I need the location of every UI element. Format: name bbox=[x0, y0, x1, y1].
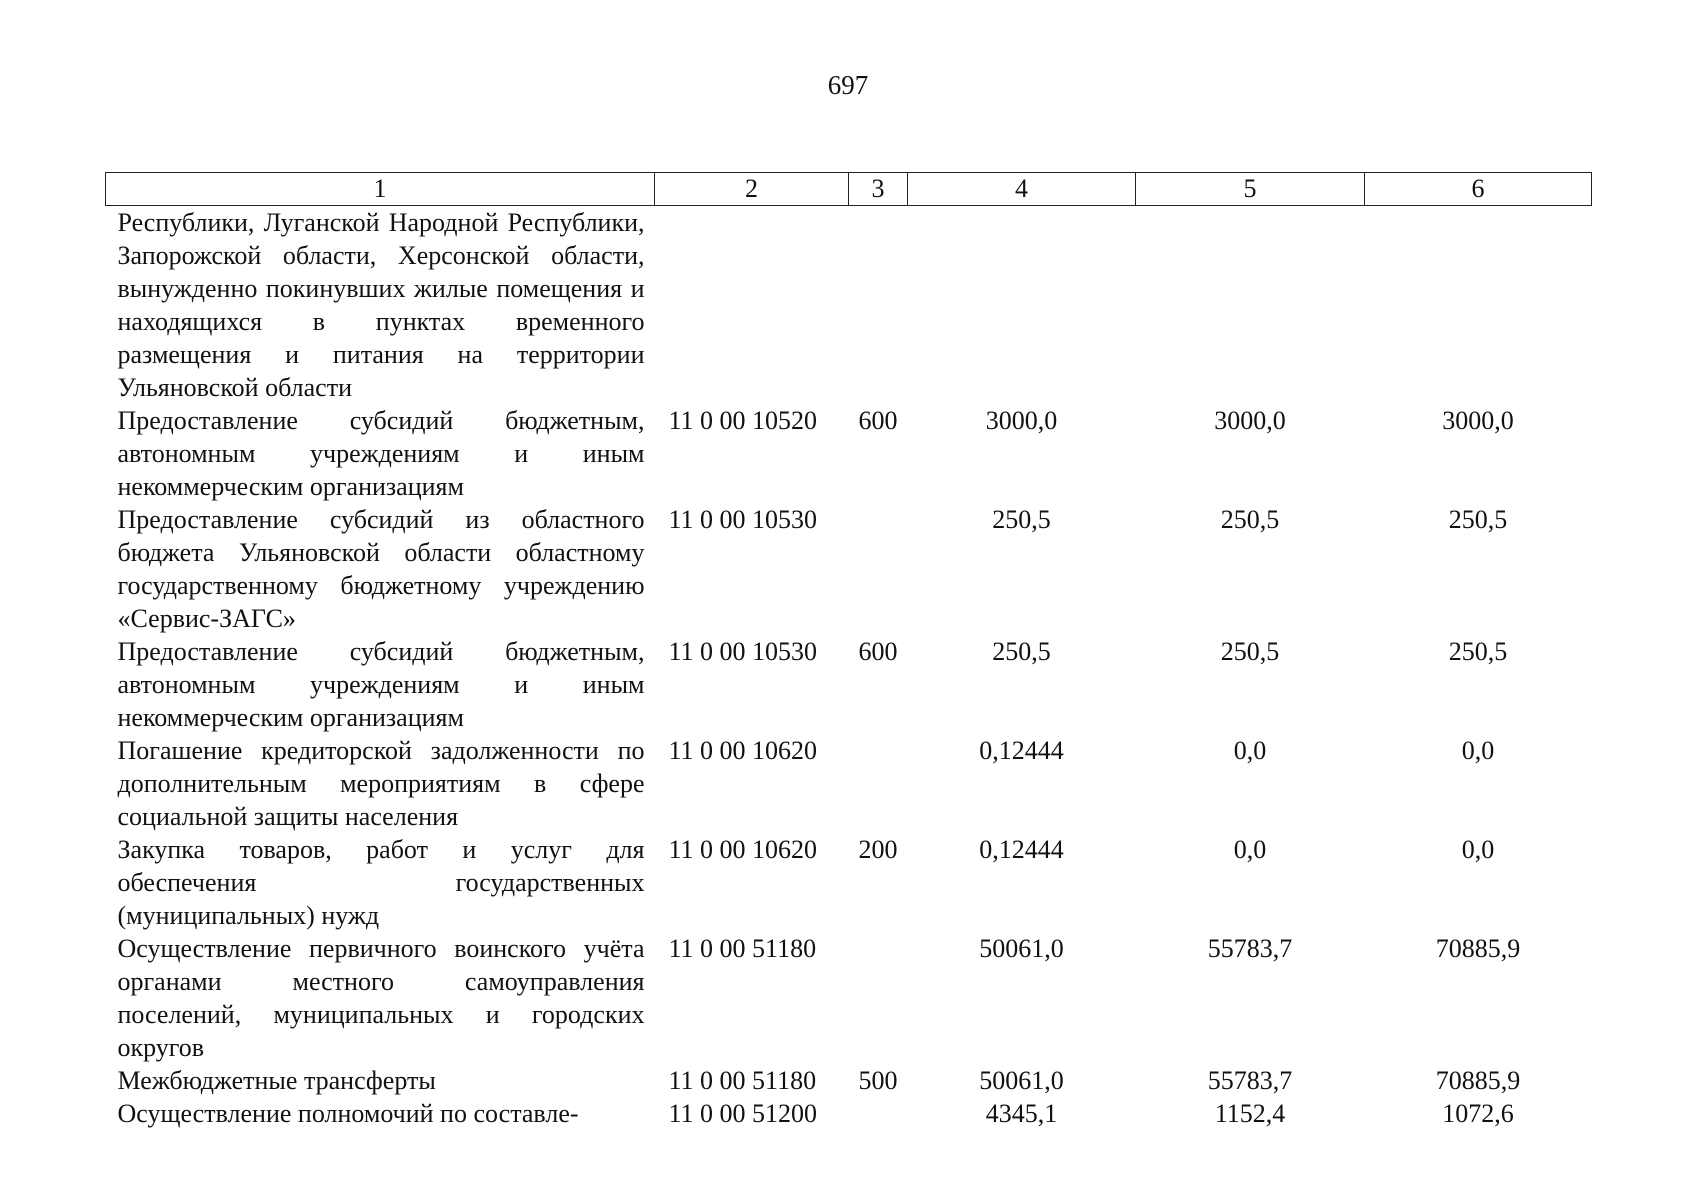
row-description: Межбюджетные трансферты bbox=[117, 1066, 436, 1095]
row-amount-col6: 250,5 bbox=[1448, 505, 1508, 534]
row-target-code: 11 0 00 10620 bbox=[668, 835, 818, 864]
row-amount-col6: 250,5 bbox=[1448, 637, 1508, 666]
row-amount-col5 bbox=[1136, 206, 1365, 405]
header-col-1: 1 bbox=[106, 173, 655, 206]
header-col-2: 2 bbox=[655, 173, 849, 206]
row-expense-type bbox=[849, 1097, 908, 1130]
row-target-code: 11 0 00 10530 bbox=[668, 637, 818, 666]
row-expense-type: 500 bbox=[858, 1066, 898, 1095]
row-expense-type bbox=[849, 503, 908, 635]
budget-table bbox=[105, 172, 1592, 1130]
table-row bbox=[106, 1064, 1592, 1097]
row-amount-col6: 70885,9 bbox=[1435, 1066, 1521, 1095]
row-amount-col4 bbox=[908, 206, 1136, 405]
table-row bbox=[106, 833, 1592, 932]
row-amount-col5: 55783,7 bbox=[1207, 1066, 1293, 1095]
row-description: Предоставление субсидий из областного бюджета Ульяновской области областному государственному бюджетному учреждению «Сервис-ЗАГС» bbox=[117, 505, 645, 633]
table-row bbox=[106, 206, 1592, 405]
page-number: 697 bbox=[827, 70, 869, 100]
row-target-code bbox=[655, 206, 849, 405]
row-amount-col4: 0,12444 bbox=[979, 736, 1064, 765]
row-amount-col5: 55783,7 bbox=[1207, 934, 1293, 963]
row-amount-col4: 3000,0 bbox=[985, 406, 1058, 435]
table-header bbox=[106, 173, 1592, 206]
row-description: Республики, Луганской Народной Республики, Запорожской области, Херсонской области, вынужденно покинувших жилые помещения и находящихся в пунктах временного размещения и питания на территории Ульяновской области bbox=[117, 208, 645, 402]
row-amount-col4: 50061,0 bbox=[979, 1066, 1064, 1095]
row-amount-col4: 50061,0 bbox=[979, 934, 1064, 963]
row-amount-col5: 3000,0 bbox=[1214, 406, 1286, 435]
row-description: Предоставление субсидий бюджетным, автономным учреждениям и иным некоммерческим организациям bbox=[117, 406, 645, 501]
header-row bbox=[106, 173, 1592, 206]
row-expense-type: 600 bbox=[858, 637, 898, 666]
row-amount-col4: 250,5 bbox=[992, 505, 1051, 534]
row-description: Закупка товаров, работ и услуг для обеспечения государственных (муниципальных) нужд bbox=[117, 835, 645, 930]
row-amount-col6: 1072,6 bbox=[1442, 1099, 1514, 1128]
header-col-3: 3 bbox=[849, 173, 908, 206]
row-amount-col5: 250,5 bbox=[1220, 505, 1280, 534]
row-amount-col5: 0,0 bbox=[1233, 736, 1267, 765]
table-body bbox=[106, 206, 1592, 1131]
row-amount-col4: 0,12444 bbox=[979, 835, 1064, 864]
table-row bbox=[106, 734, 1592, 833]
row-target-code: 11 0 00 51180 bbox=[668, 934, 817, 963]
row-amount-col5: 1152,4 bbox=[1214, 1099, 1286, 1128]
row-amount-col5: 0,0 bbox=[1233, 835, 1267, 864]
row-description: Погашение кредиторской задолженности по дополнительным мероприятиям в сфере социальной защиты населения bbox=[117, 736, 645, 831]
row-description: Осуществление первичного воинского учёта органами местного самоуправления поселений, муниципальных и городских округов bbox=[117, 934, 645, 1062]
row-expense-type bbox=[849, 932, 908, 1064]
row-description: Предоставление субсидий бюджетным, автономным учреждениям и иным некоммерческим организациям bbox=[117, 637, 645, 732]
row-expense-type bbox=[849, 734, 908, 833]
row-amount-col6: 0,0 bbox=[1461, 736, 1495, 765]
header-col-6: 6 bbox=[1365, 173, 1592, 206]
row-target-code: 11 0 00 10530 bbox=[668, 505, 818, 534]
row-target-code: 11 0 00 10620 bbox=[668, 736, 818, 765]
row-amount-col5: 250,5 bbox=[1220, 637, 1280, 666]
row-target-code: 11 0 00 51180 bbox=[668, 1066, 817, 1095]
header-col-4: 4 bbox=[908, 173, 1136, 206]
table-row bbox=[106, 635, 1592, 734]
row-amount-col6: 3000,0 bbox=[1442, 406, 1514, 435]
table-row bbox=[106, 503, 1592, 635]
row-amount-col4: 4345,1 bbox=[985, 1099, 1058, 1128]
table-row bbox=[106, 1097, 1592, 1130]
row-expense-type: 600 bbox=[858, 406, 898, 435]
table-row bbox=[106, 932, 1592, 1064]
table-row bbox=[106, 404, 1592, 503]
row-description: Осуществление полномочий по составле- bbox=[117, 1099, 579, 1128]
row-amount-col6: 0,0 bbox=[1461, 835, 1495, 864]
row-amount-col6 bbox=[1365, 206, 1592, 405]
row-target-code: 11 0 00 51200 bbox=[668, 1099, 818, 1128]
row-amount-col6: 70885,9 bbox=[1435, 934, 1521, 963]
row-expense-type: 200 bbox=[858, 835, 898, 864]
row-amount-col4: 250,5 bbox=[992, 637, 1051, 666]
row-target-code: 11 0 00 10520 bbox=[668, 406, 818, 435]
header-col-5: 5 bbox=[1136, 173, 1365, 206]
row-expense-type bbox=[849, 206, 908, 405]
